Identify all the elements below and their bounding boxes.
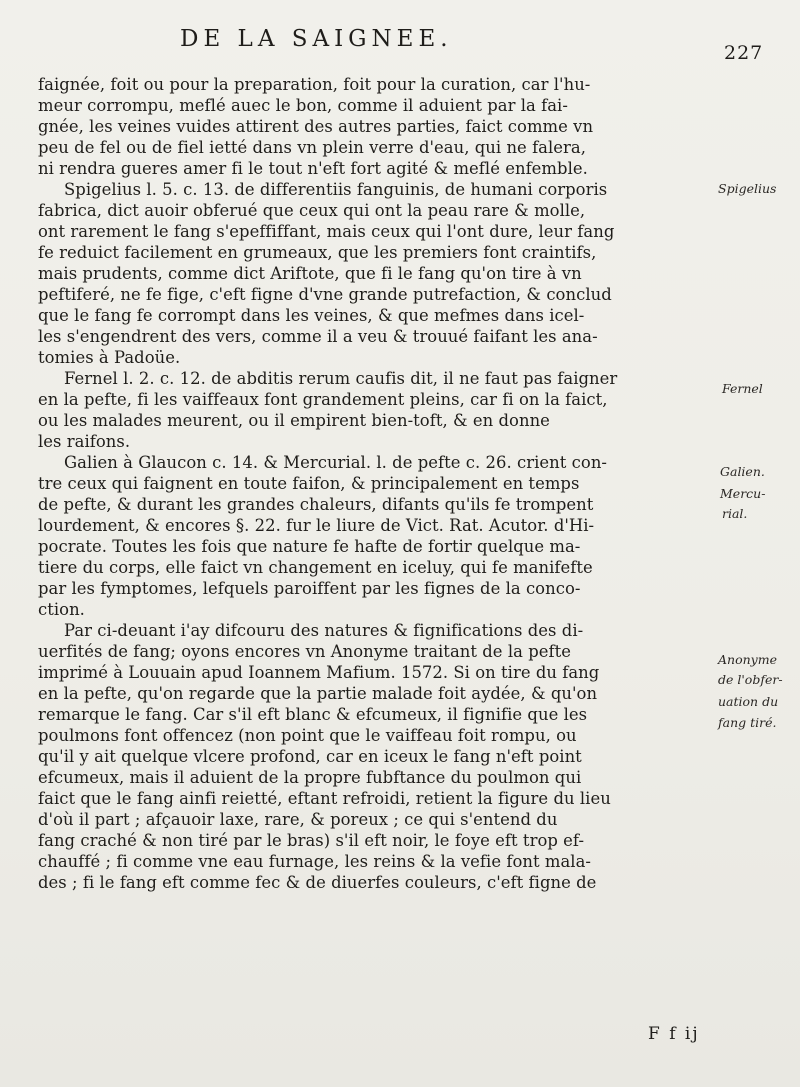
text-line: par les fymptomes, lefquels paroiffent par les fignes de la conco- bbox=[38, 579, 581, 598]
margin-note-galien: Galien. bbox=[720, 464, 765, 479]
text-line: Fernel l. 2. c. 12. de abditis rerum caufis dit, il ne faut pas faigner bbox=[64, 369, 618, 388]
text-line: lourdement, & encores §. 22. fur le liure de Vict. Rat. Acutor. d'Hi- bbox=[38, 516, 595, 535]
text-line: ou les malades meurent, ou il empirent bien-toft, & en donne bbox=[38, 411, 550, 430]
text-line: que le fang fe corrompt dans les veines, & que mefmes dans icel- bbox=[38, 306, 585, 325]
text-line: pocrate. Toutes les fois que nature fe hafte de fortir quelque ma- bbox=[38, 537, 581, 556]
text-line: tiere du corps, elle faict vn changement en iceluy, qui fe manifefte bbox=[38, 558, 593, 577]
margin-note-observation-3: fang tiré. bbox=[718, 715, 777, 730]
margin-note-observation-2: uation du bbox=[718, 694, 779, 709]
catchword: F f ij bbox=[648, 1024, 700, 1044]
text-line: imprimé à Louuain apud Ioannem Mafium. 1572. Si on tire du fang bbox=[38, 663, 600, 682]
body-text bbox=[38, 74, 714, 893]
text-line: Galien à Glaucon c. 14. & Mercurial. l. de pefte c. 26. crient con- bbox=[64, 453, 608, 472]
text-line: les s'engendrent des vers, comme il a veu & trouué faifant les ana- bbox=[38, 327, 598, 346]
text-line: les raifons. bbox=[38, 432, 131, 451]
margin-note-fernel: Fernel bbox=[722, 381, 763, 396]
text-line: des ; fi le fang eft comme fec & de diuerfes couleurs, c'eft figne de bbox=[38, 873, 597, 892]
text-line: faict que le fang ainfi reietté, eftant refroidi, retient la figure du lieu bbox=[38, 789, 611, 808]
margin-note-anonyme: Anonyme bbox=[718, 652, 777, 667]
margin-note-mercurial-2: rial. bbox=[722, 506, 748, 521]
text-line: ni rendra gueres amer fi le tout n'eft fort agité & meflé enfemble. bbox=[38, 159, 588, 178]
text-line: efcumeux, mais il aduient de la propre fubftance du poulmon qui bbox=[38, 768, 582, 787]
text-line: uerfités de fang; oyons encores vn Anonyme traitant de la pefte bbox=[38, 642, 571, 661]
text-line: en la pefte, qu'on regarde que la partie malade foit aydée, & qu'on bbox=[38, 684, 598, 703]
text-line: faignée, foit ou pour la preparation, foit pour la curation, car l'hu- bbox=[38, 75, 591, 94]
text-line: Spigelius l. 5. c. 13. de differentiis fanguinis, de humani corporis bbox=[64, 180, 608, 199]
margin-note-observation-1: de l'obfer- bbox=[718, 672, 783, 687]
margin-note-mercurial-1: Mercu- bbox=[720, 486, 766, 501]
text-line: tre ceux qui faignent en toute faifon, & principalement en temps bbox=[38, 474, 580, 493]
text-line: poulmons font offencez (non point que le vaiffeau foit rompu, ou bbox=[38, 726, 577, 745]
text-line: ction. bbox=[38, 600, 85, 619]
text-line: remarque le fang. Car s'il eft blanc & efcumeux, il fignifie que les bbox=[38, 705, 588, 724]
text-line: mais prudents, comme dict Ariftote, que fi le fang qu'on tire à vn bbox=[38, 264, 582, 283]
text-line: meur corrompu, meflé auec le bon, comme il aduient par la fai- bbox=[38, 96, 568, 115]
text-line: fabrica, dict auoir obferué que ceux qui ont la peau rare & molle, bbox=[38, 201, 586, 220]
running-head: DE LA SAIGNEE. bbox=[180, 26, 453, 52]
margin-note-spigelius: Spigelius bbox=[718, 181, 777, 196]
text-line: chauffé ; fi comme vne eau furnage, les reins & la vefie font mala- bbox=[38, 852, 591, 871]
text-line: en la pefte, fi les vaiffeaux font grandement pleins, car fi on la faict, bbox=[38, 390, 608, 409]
text-line: de pefte, & durant les grandes chaleurs, difants qu'ils fe trompent bbox=[38, 495, 594, 514]
page-number: 227 bbox=[724, 42, 764, 64]
text-line: gnée, les veines vuides attirent des autres parties, faict comme vn bbox=[38, 117, 594, 136]
text-line: ont rarement le fang s'epeffiffant, mais ceux qui l'ont dure, leur fang bbox=[38, 222, 615, 241]
text-line: Par ci-deuant i'ay difcouru des natures & fignifications des di- bbox=[64, 621, 584, 640]
text-line: tomies à Padoüe. bbox=[38, 348, 181, 367]
text-line: peu de fel ou de fiel ietté dans vn plein verre d'eau, qui ne falera, bbox=[38, 138, 587, 157]
text-line: peftiferé, ne fe fige, c'eft figne d'vne grande putrefaction, & conclud bbox=[38, 285, 612, 304]
text-line: fe reduict facilement en grumeaux, que les premiers font craintifs, bbox=[38, 243, 597, 262]
text-line: d'où il part ; afçauoir laxe, rare, & poreux ; ce qui s'entend du bbox=[38, 810, 558, 829]
text-line: qu'il y ait quelque vlcere profond, car en iceux le fang n'eft point bbox=[38, 747, 582, 766]
text-line: fang craché & non tiré par le bras) s'il eft noir, le foye eft trop ef- bbox=[38, 831, 585, 850]
